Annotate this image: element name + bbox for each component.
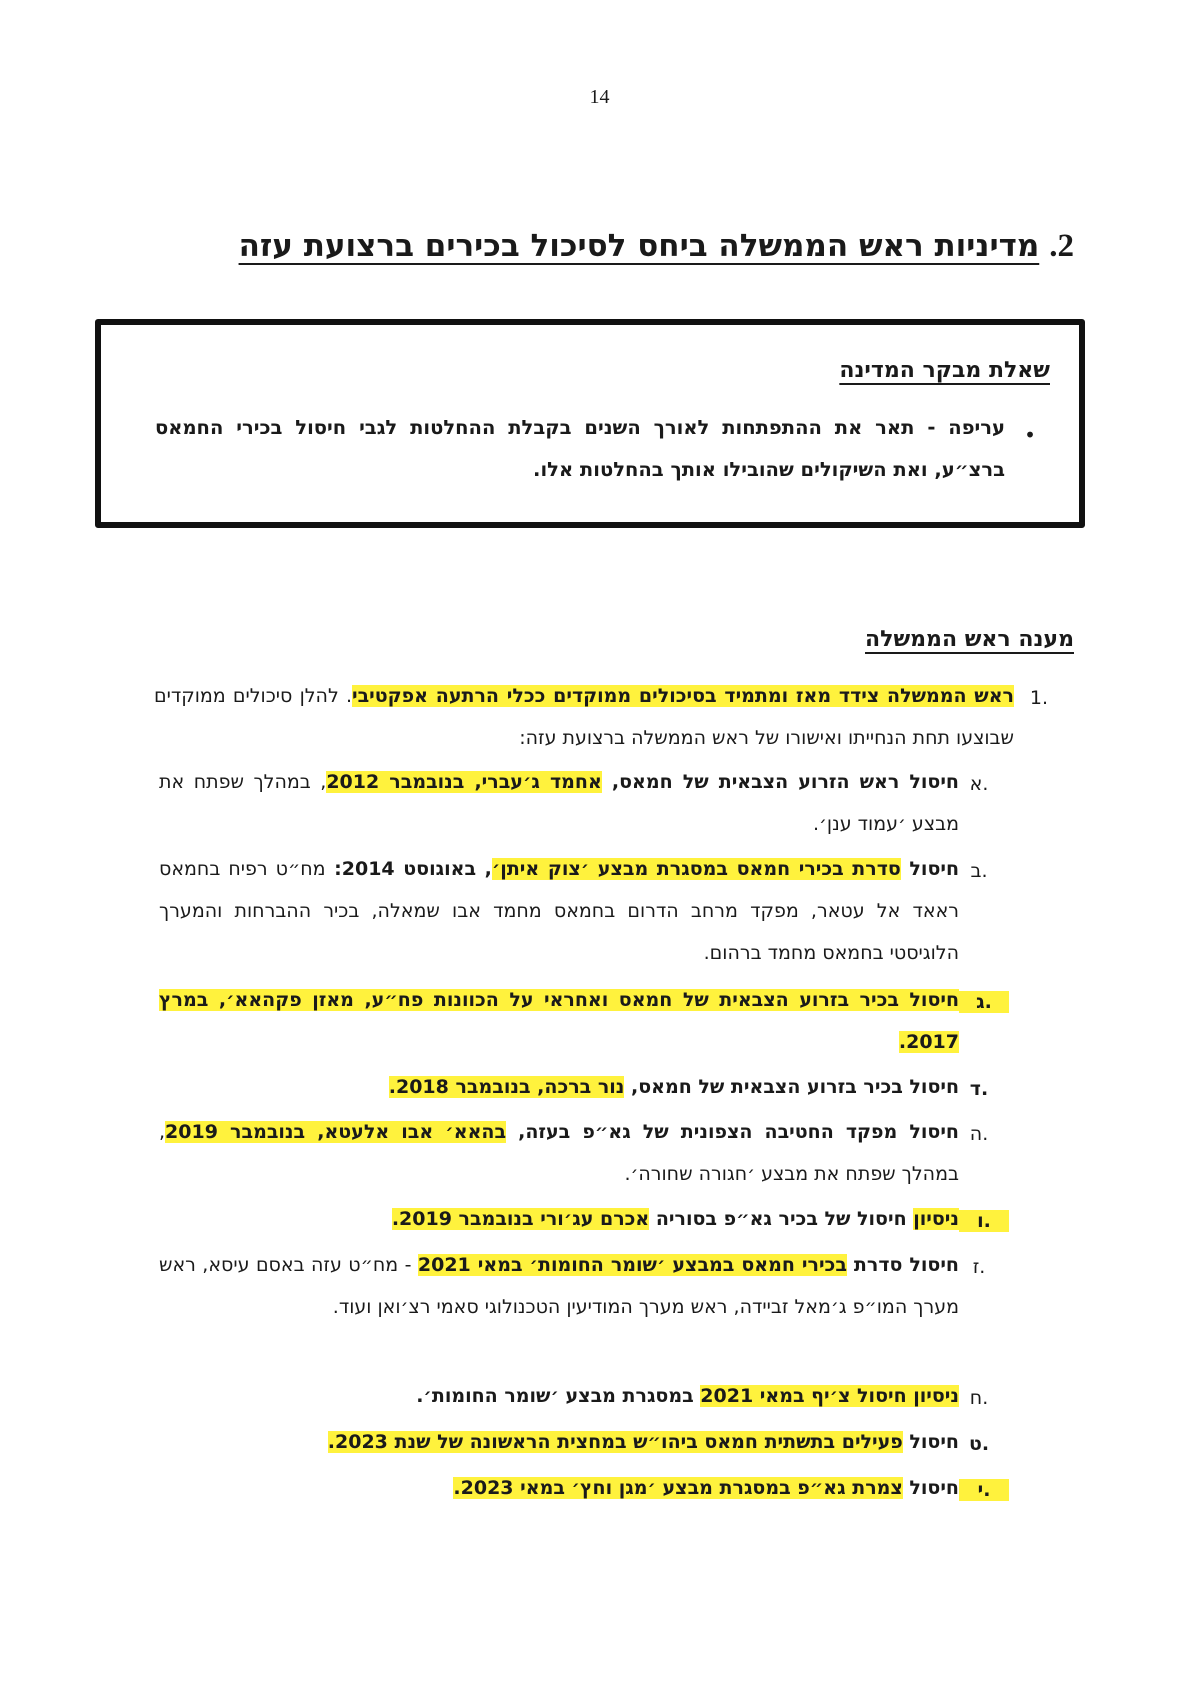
item-zayin-text: חיסול סדרת בכירי חמאס במבצע ׳שומר החומות׳ במאי 2021 - מח״ט עזה באסם עיסא, ראש מערך המו״פ ג׳מאל זביידה, ראש מערך המודיעין הטכנולוגי סאמי רצ׳ואן ועוד. [159, 1254, 959, 1318]
item-1-rest: . להלן סיכולים ממוקדים שבוצעו תחת הנחייתו ואישורו של ראש הממשלה ברצועת עזה: [154, 685, 1014, 749]
item-he-marker: ה. [969, 1123, 989, 1145]
page-number: 14 [589, 86, 610, 108]
item-dalet-marker: ד. [969, 1078, 989, 1100]
question-box [95, 319, 1085, 528]
item-yod-text: חיסול צמרת גא״פ במסגרת מבצע ׳מגן וחץ׳ במאי 2023. [453, 1477, 959, 1499]
item-bet-marker: ב. [970, 860, 988, 882]
item-vav-marker: ו. [959, 1210, 1009, 1232]
item-zayin-marker: ז. [972, 1256, 986, 1278]
bullet-icon: • [1024, 423, 1036, 447]
item-1-marker: 1. [1029, 687, 1049, 709]
item-1-text [154, 675, 1014, 759]
section-number: 2. [1049, 228, 1074, 264]
item-dalet-text: חיסול בכיר בזרוע הצבאית של חמאס, נור ברכה, בנובמבר 2018. [388, 1076, 959, 1098]
item-het-marker: ח. [969, 1387, 989, 1409]
item-1-highlight: ראש הממשלה צידד מאז ומתמיד בסיכולים ממוקדים ככלי הרתעה אפקטיבי [352, 685, 1014, 707]
question-box-title: שאלת מבקר המדינה [839, 358, 1050, 383]
response-title: מענה ראש הממשלה [865, 627, 1074, 652]
item-tet-marker: ט. [968, 1433, 990, 1455]
item-gimel-text: חיסול בכיר בזרוע הצבאית של חמאס ואחראי על הכוונות פח״ע, מאזן פקהאא׳, במרץ 2017. [159, 989, 960, 1053]
item-alef-marker: א. [969, 773, 989, 795]
section-title-text: מדיניות ראש הממשלה ביחס לסיכול בכירים ברצועת עזה [238, 228, 1040, 264]
question-text: עריפה - תאר את ההתפתחות לאורך השנים בקבלת ההחלטות לגבי חיסול בכירי החמאס ברצ״ע, ואת השיקולים שהובילו אותך בהחלטות אלו. [155, 416, 1005, 481]
item-tet-text: חיסול פעילים בתשתית חמאס ביהו״ש במחצית הראשונה של שנת 2023. [327, 1431, 959, 1453]
item-he-text: חיסול מפקד החטיבה הצפונית של גא״פ בעזה, בהאא׳ אבו אלעטא, בנובמבר 2019, במהלך שפתח את מבצע ׳חגורה שחורה׳. [159, 1121, 959, 1185]
section-title [174, 228, 1074, 265]
item-bet-text: חיסול סדרת בכירי חמאס במסגרת מבצע ׳צוק איתן׳, באוגוסט 2014: מח״ט רפיח בחמאס ראאד אל עטאר, מפקד מרחב הדרום בחמאס מחמד אבו שמאלה, בכיר ההברחות והמערך הלוגיסטי בחמאס מחמד ברהום. [159, 858, 960, 964]
item-vav-text: ניסיון חיסול של בכיר גא״פ בסוריה אכרם עג׳ורי בנובמבר 2019. [391, 1208, 959, 1230]
item-gimel-marker: ג. [959, 991, 1009, 1013]
item-alef-text: חיסול ראש הזרוע הצבאית של חמאס, אחמד ג׳עברי, בנובמבר 2012, במהלך שפתח את מבצע ׳עמוד ענן׳. [159, 771, 959, 835]
item-het-text: ניסיון חיסול צ׳יף במאי 2021 במסגרת מבצע ׳שומר החומות׳. [416, 1385, 959, 1407]
item-yod-marker: י. [959, 1479, 1009, 1501]
